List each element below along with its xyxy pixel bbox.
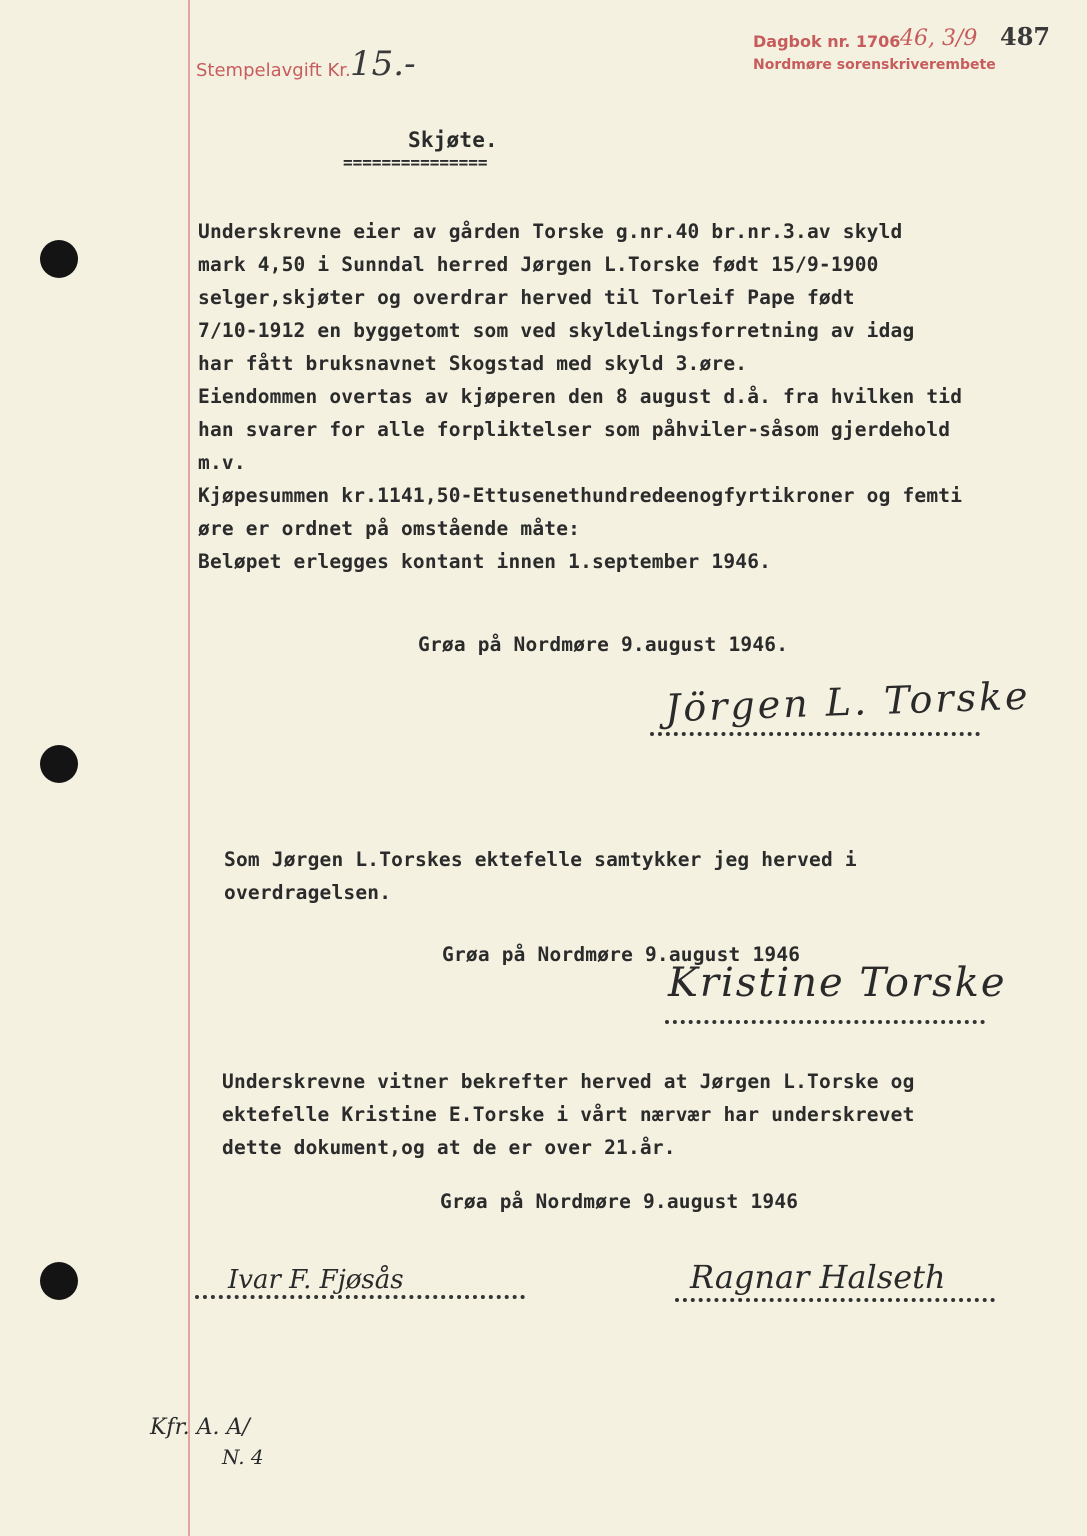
body-line-9: Kjøpesummen kr.1141,50-Ettusenethundredeenogfyrtikroner og femti (198, 484, 963, 507)
witness-line-3: dette dokument,og at de er over 21.år. (222, 1136, 676, 1159)
witness-signature-2: Ragnar Halseth (690, 1258, 946, 1296)
body-line-8: m.v. (198, 451, 246, 474)
punch-hole-top (40, 240, 78, 278)
witness-line-2: ektefelle Kristine E.Torske i vårt nærvær har underskrevet (222, 1103, 915, 1126)
place-date-1: Grøa på Nordmøre 9.august 1946. (418, 633, 789, 656)
margin-note-1: Kfr. A. A/ (150, 1415, 250, 1440)
page-number: 487 (1000, 22, 1051, 51)
body-line-7: han svarer for alle forpliktelser som påhviler-såsom gjerdehold (198, 418, 951, 441)
margin-note-2: N. 4 (222, 1445, 264, 1469)
body-line-1: Underskrevne eier av gården Torske g.nr.40 br.nr.3.av skyld (198, 220, 903, 243)
title-underline: =============== (343, 153, 488, 172)
punch-hole-middle (40, 745, 78, 783)
body-line-6: Eiendommen overtas av kjøperen den 8 august d.å. fra hvilken tid (198, 385, 963, 408)
consent-line-2: overdragelsen. (224, 881, 392, 904)
body-line-4: 7/10-1912 en byggetomt som ved skyldelingsforretning av idag (198, 319, 915, 342)
signature-line-2 (665, 1020, 985, 1024)
body-line-10: øre er ordnet på omstående måte: (198, 517, 581, 540)
punch-hole-bottom (40, 1262, 78, 1300)
diary-number-stamp: Dagbok nr. 1706 (753, 32, 901, 51)
body-line-2: mark 4,50 i Sunndal herred Jørgen L.Torske født 15/9-1900 (198, 253, 879, 276)
signature-kristine: Kristine Torske (668, 960, 1007, 1006)
body-line-5: har fått bruksnavnet Skogstad med skyld 3.øre. (198, 352, 748, 375)
place-date-2: Grøa på Nordmøre 9.august 1946 (442, 943, 801, 966)
witness-line-1: Underskrevne vitner bekrefter herved at Jørgen L.Torske og (222, 1070, 915, 1093)
witness-signature-line-2 (675, 1298, 995, 1302)
court-office-stamp: Nordmøre sorenskriverembete (753, 57, 996, 73)
signature-jorgen: Jörgen L. Torske (664, 673, 1032, 731)
document-title: Skjøte. (408, 128, 498, 152)
witness-signature-line-1 (195, 1295, 525, 1299)
stamp-duty-label: Stempelavgift Kr. (196, 60, 351, 81)
diary-reference: 46, 3/9 (900, 26, 978, 51)
body-line-11: Beløpet erlegges kontant innen 1.september 1946. (198, 550, 772, 573)
body-line-3: selger,skjøter og overdrar herved til Torleif Pape født (198, 286, 855, 309)
margin-line (188, 0, 190, 1536)
place-date-3: Grøa på Nordmøre 9.august 1946 (440, 1190, 799, 1213)
stamp-duty-amount: 15.- (350, 44, 416, 84)
signature-line-1 (650, 732, 980, 736)
witness-signature-1: Ivar F. Fjøsås (228, 1265, 404, 1295)
consent-line-1: Som Jørgen L.Torskes ektefelle samtykker jeg herved i (224, 848, 857, 871)
